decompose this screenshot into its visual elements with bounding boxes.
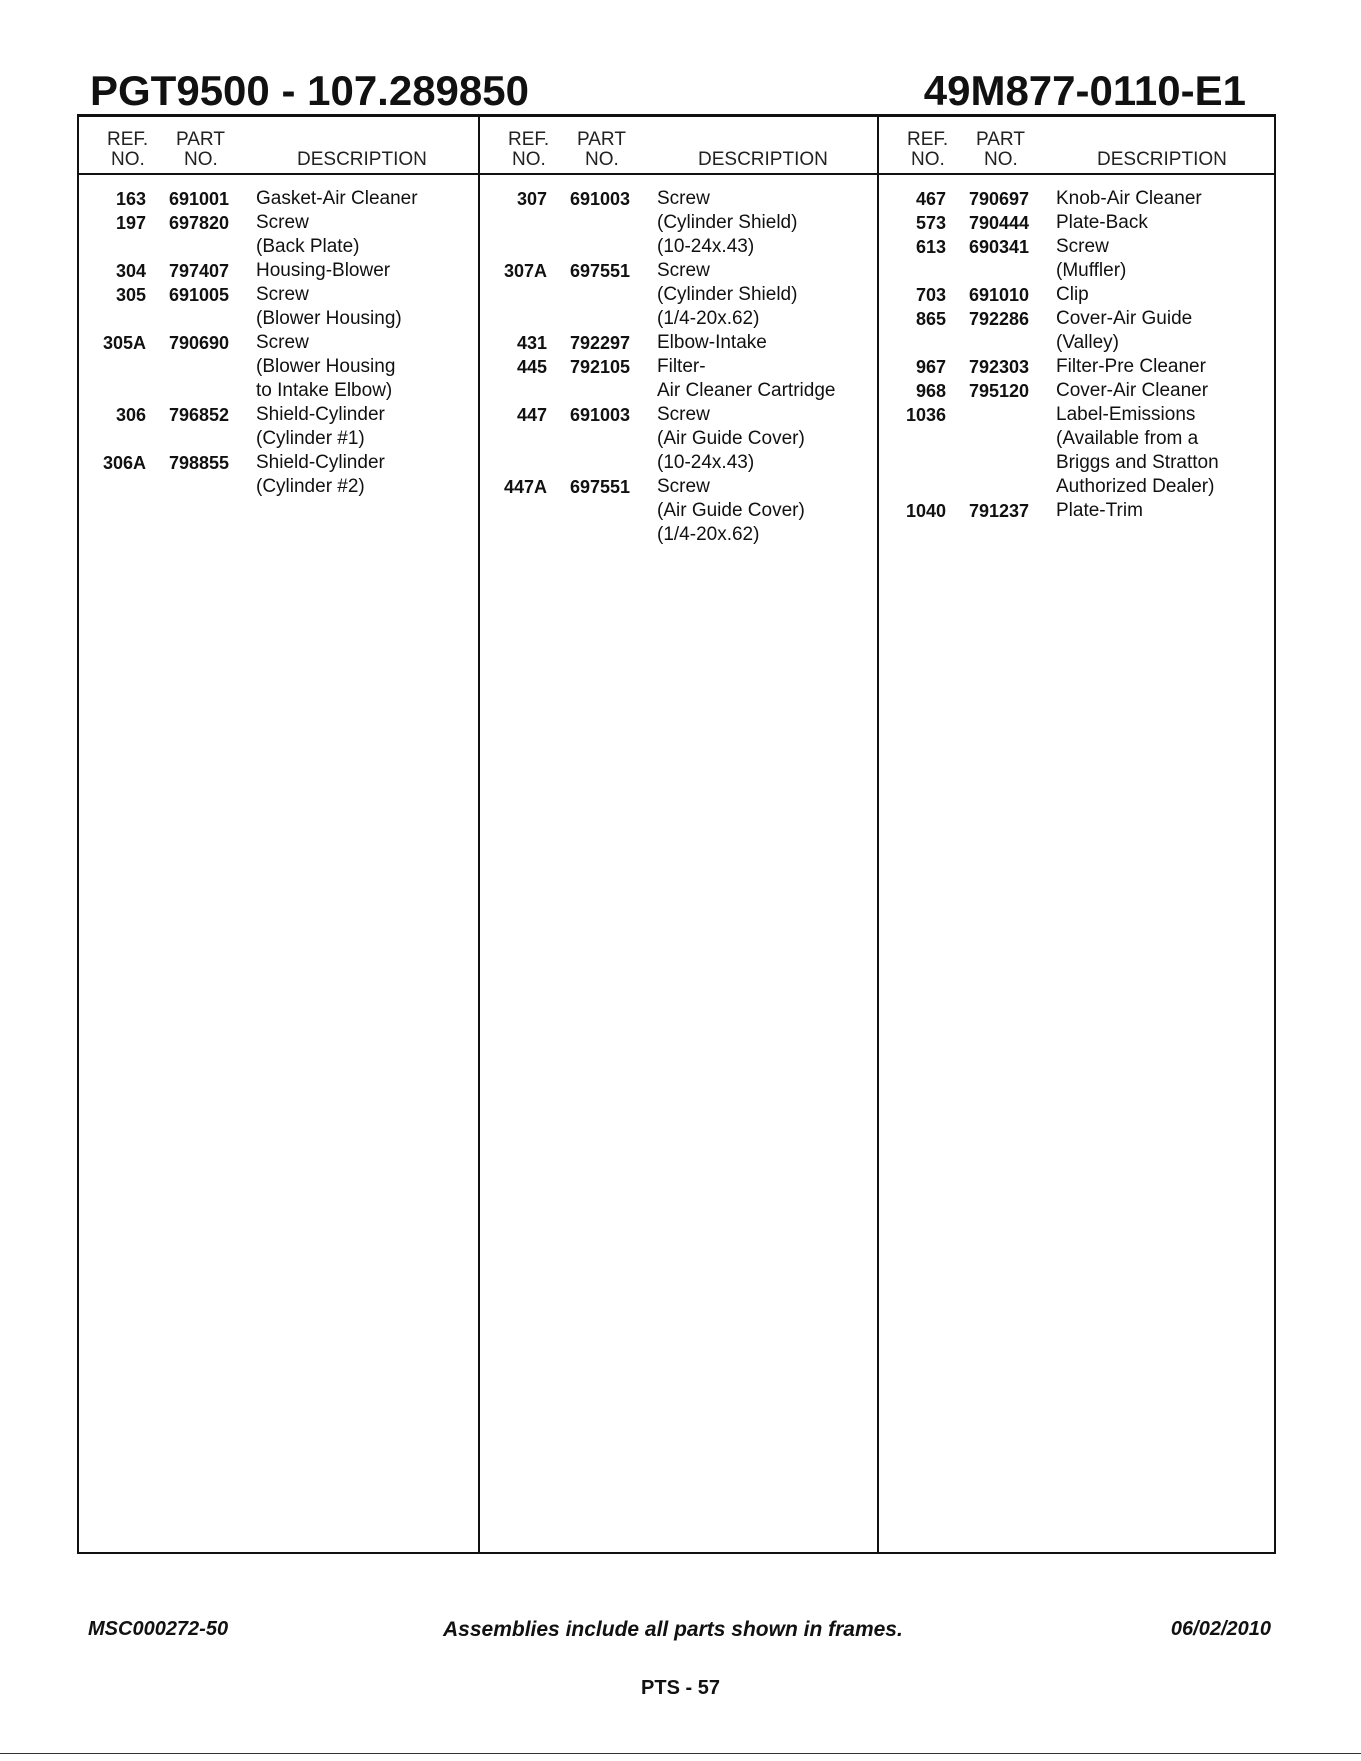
part-no: 690341 <box>969 237 1030 257</box>
table-row <box>480 259 877 283</box>
table-row <box>79 475 478 499</box>
table-row <box>480 523 877 547</box>
description: (Cylinder Shield) <box>657 284 798 305</box>
ref-no: 613 <box>915 237 946 257</box>
header-description: DESCRIPTION <box>1097 149 1227 170</box>
ref-no: 306A <box>102 453 146 473</box>
description: Gasket-Air Cleaner <box>256 188 418 209</box>
description: (Air Guide Cover) <box>657 500 805 521</box>
column-header <box>79 117 478 175</box>
description: Air Cleaner Cartridge <box>657 380 836 401</box>
description: (Back Plate) <box>256 236 360 257</box>
description: Screw <box>657 188 710 209</box>
description: (Cylinder Shield) <box>657 212 798 233</box>
ref-no: 573 <box>915 213 946 233</box>
description: (Cylinder #2) <box>256 476 365 497</box>
page-title-model: PGT9500 - 107.289850 <box>90 67 529 114</box>
description: Plate-Back <box>1056 212 1148 233</box>
bottom-divider <box>0 1753 1361 1754</box>
description: Shield-Cylinder <box>256 404 385 425</box>
ref-no: 305A <box>102 333 146 353</box>
header-ref-line2: NO. <box>911 149 945 170</box>
description: (Available from a <box>1056 428 1199 449</box>
ref-no: 304 <box>115 261 146 281</box>
description: Screw <box>657 476 710 497</box>
description: (1/4-20x.62) <box>657 308 760 329</box>
description: (1/4-20x.62) <box>657 524 760 545</box>
description: (10-24x.43) <box>657 236 755 257</box>
part-no: 792286 <box>969 309 1030 329</box>
part-no: 792297 <box>570 333 631 353</box>
part-no: 691003 <box>570 189 631 209</box>
ref-no: 307A <box>503 261 547 281</box>
ref-no: 163 <box>115 189 146 209</box>
table-row <box>480 475 877 499</box>
part-no: 790444 <box>969 213 1030 233</box>
header-part-line2: NO. <box>585 149 619 170</box>
column-header <box>480 117 877 175</box>
table-row <box>79 187 478 211</box>
table-row <box>79 259 478 283</box>
table-row <box>480 355 877 379</box>
description: Clip <box>1056 284 1089 305</box>
table-row <box>879 475 1276 499</box>
parts-column-3 <box>877 117 1276 1552</box>
table-row <box>879 403 1276 427</box>
header-description: DESCRIPTION <box>698 149 828 170</box>
column-header <box>879 117 1276 175</box>
table-row <box>79 355 478 379</box>
table-row <box>879 307 1276 331</box>
description: Knob-Air Cleaner <box>1056 188 1202 209</box>
table-row <box>79 235 478 259</box>
part-no: 697551 <box>570 477 631 497</box>
table-row <box>480 403 877 427</box>
ref-no: 865 <box>915 309 946 329</box>
table-row <box>879 427 1276 451</box>
table-row <box>480 235 877 259</box>
table-row <box>79 379 478 403</box>
ref-no: 968 <box>915 381 946 401</box>
part-no: 792105 <box>570 357 631 377</box>
description: Screw <box>657 260 710 281</box>
ref-no: 467 <box>915 189 946 209</box>
description: Filter- <box>657 356 706 377</box>
description: Shield-Cylinder <box>256 452 385 473</box>
description: Housing-Blower <box>256 260 391 281</box>
table-row <box>879 331 1276 355</box>
ref-no: 307 <box>516 189 547 209</box>
part-no: 796852 <box>169 405 230 425</box>
header-part-line1: PART <box>577 129 626 150</box>
header-part-line1: PART <box>976 129 1025 150</box>
part-no: 798855 <box>169 453 230 473</box>
description: Screw <box>256 284 309 305</box>
part-no: 691003 <box>570 405 631 425</box>
header-part-line2: NO. <box>984 149 1018 170</box>
ref-no: 967 <box>915 357 946 377</box>
table-row <box>79 307 478 331</box>
header-ref-line1: REF. <box>508 129 550 150</box>
part-no: 790690 <box>169 333 230 353</box>
part-no: 691010 <box>969 285 1030 305</box>
parts-column-1 <box>79 117 478 1552</box>
parts-table <box>77 114 1276 1554</box>
table-row <box>480 427 877 451</box>
description: to Intake Elbow) <box>256 380 393 401</box>
description: Screw <box>1056 236 1109 257</box>
table-row <box>480 283 877 307</box>
description: Screw <box>657 404 710 425</box>
table-row <box>480 451 877 475</box>
table-row <box>480 379 877 403</box>
footer-date: 06/02/2010 <box>1170 1618 1271 1640</box>
table-row <box>79 403 478 427</box>
table-row <box>79 211 478 235</box>
table-row <box>79 331 478 355</box>
part-no: 790697 <box>969 189 1030 209</box>
table-row <box>480 187 877 211</box>
header-ref-line2: NO. <box>512 149 546 170</box>
description: Filter-Pre Cleaner <box>1056 356 1206 377</box>
header-part-line2: NO. <box>184 149 218 170</box>
description: Cover-Air Guide <box>1056 308 1193 329</box>
description: Elbow-Intake <box>657 332 767 353</box>
part-no: 691005 <box>169 285 230 305</box>
description: Plate-Trim <box>1056 500 1143 521</box>
description: Cover-Air Cleaner <box>1056 380 1209 401</box>
description: (Muffler) <box>1056 260 1127 281</box>
ref-no: 1040 <box>905 501 946 521</box>
description: (Air Guide Cover) <box>657 428 805 449</box>
table-row <box>79 283 478 307</box>
table-row <box>879 259 1276 283</box>
table-row <box>879 451 1276 475</box>
parts-rows <box>79 187 478 499</box>
part-no: 697551 <box>570 261 631 281</box>
description: Briggs and Stratton <box>1056 452 1219 473</box>
description: (10-24x.43) <box>657 452 755 473</box>
part-no: 795120 <box>969 381 1030 401</box>
header-part-line1: PART <box>176 129 225 150</box>
parts-rows <box>480 187 877 547</box>
header-ref-line1: REF. <box>907 129 949 150</box>
description: Authorized Dealer) <box>1056 476 1215 497</box>
ref-no: 1036 <box>905 405 946 425</box>
description: (Blower Housing) <box>256 308 402 329</box>
parts-column-2 <box>478 117 877 1552</box>
table-row <box>879 499 1276 523</box>
ref-no: 447A <box>503 477 547 497</box>
part-no: 697820 <box>169 213 230 233</box>
ref-no: 447 <box>516 405 547 425</box>
description: (Cylinder #1) <box>256 428 365 449</box>
table-row <box>480 307 877 331</box>
description: (Valley) <box>1056 332 1119 353</box>
part-no: 797407 <box>169 261 230 281</box>
ref-no: 703 <box>915 285 946 305</box>
part-no: 791237 <box>969 501 1030 521</box>
ref-no: 431 <box>516 333 547 353</box>
description: Screw <box>256 212 309 233</box>
table-row <box>480 211 877 235</box>
table-row <box>879 379 1276 403</box>
ref-no: 305 <box>115 285 146 305</box>
page-title-engine-code: 49M877-0110-E1 <box>923 67 1246 114</box>
header-ref-line1: REF. <box>107 129 149 150</box>
ref-no: 306 <box>115 405 146 425</box>
description: (Blower Housing <box>256 356 396 377</box>
ref-no: 445 <box>516 357 547 377</box>
table-row <box>879 355 1276 379</box>
footer-note: Assemblies include all parts shown in frames. <box>443 1618 903 1641</box>
header-description: DESCRIPTION <box>297 149 427 170</box>
table-row <box>879 211 1276 235</box>
table-row <box>480 499 877 523</box>
page-number: PTS - 57 <box>641 1677 720 1699</box>
header-ref-line2: NO. <box>111 149 145 170</box>
table-row <box>879 235 1276 259</box>
parts-rows <box>879 187 1276 523</box>
description: Screw <box>256 332 309 353</box>
ref-no: 197 <box>115 213 146 233</box>
footer-doc-code: MSC000272-50 <box>88 1618 229 1640</box>
table-row <box>79 451 478 475</box>
part-no: 792303 <box>969 357 1030 377</box>
table-row <box>879 187 1276 211</box>
table-row <box>480 331 877 355</box>
part-no: 691001 <box>169 189 230 209</box>
table-row <box>879 283 1276 307</box>
description: Label-Emissions <box>1056 404 1196 425</box>
table-row <box>79 427 478 451</box>
